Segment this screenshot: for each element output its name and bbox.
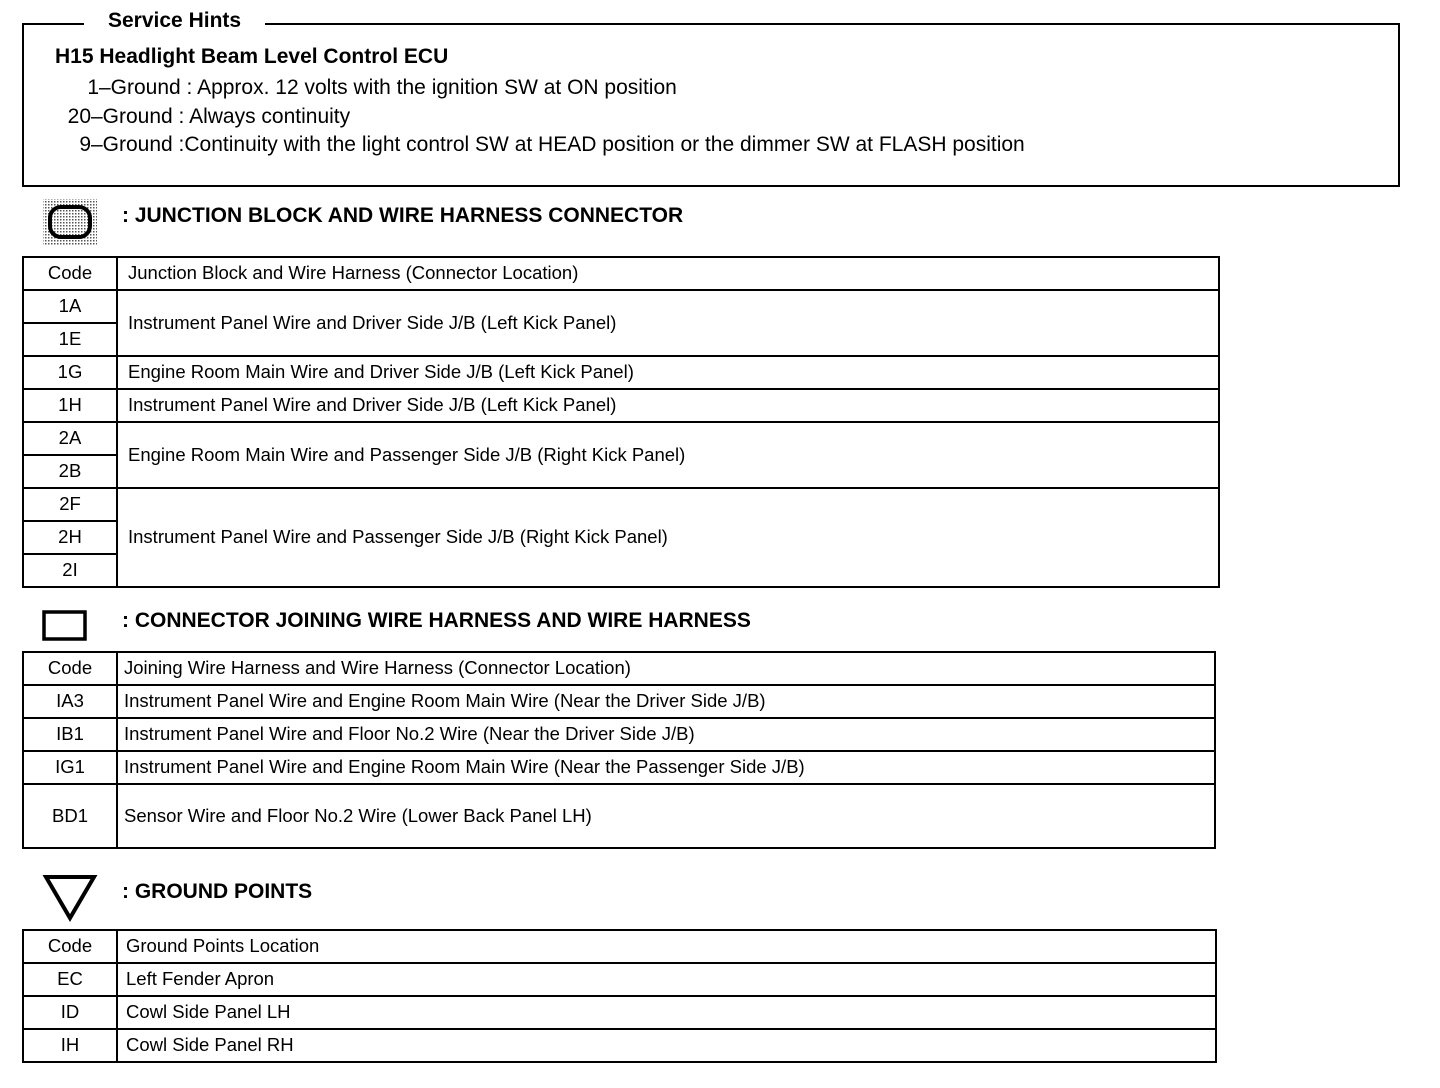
code-cell: 2H <box>23 521 117 554</box>
code-cell: BD1 <box>23 784 117 848</box>
ground-heading: : GROUND POINTS <box>122 880 313 903</box>
code-cell: IG1 <box>23 751 117 784</box>
code-cell: 1H <box>23 389 117 422</box>
hint-pin: 20 <box>67 105 91 128</box>
hint-line <box>55 131 1025 159</box>
header-desc: Ground Points Location <box>117 930 1216 963</box>
desc-cell: Instrument Panel Wire and Floor No.2 Wire (Near the Driver Side J/B) <box>117 718 1215 751</box>
table-header-row <box>23 652 1215 685</box>
junction-block-icon <box>42 198 98 246</box>
desc-cell: Instrument Panel Wire and Driver Side J/B (Left Kick Panel) <box>117 290 1219 356</box>
table-row <box>23 1029 1216 1062</box>
table-row <box>23 963 1216 996</box>
ground-triangle-icon <box>42 873 98 923</box>
code-cell: 2F <box>23 488 117 521</box>
table-row <box>23 718 1215 751</box>
joining-table <box>22 651 1216 849</box>
table-row <box>23 488 1219 521</box>
desc-cell: Left Fender Apron <box>117 963 1216 996</box>
junction-table <box>22 256 1220 588</box>
header-desc: Junction Block and Wire Harness (Connector Location) <box>117 257 1219 290</box>
service-hints-title: Service Hints <box>84 7 265 35</box>
header-desc: Joining Wire Harness and Wire Harness (Connector Location) <box>117 652 1215 685</box>
table-header-row <box>23 930 1216 963</box>
code-cell: 2B <box>23 455 117 488</box>
code-cell: EC <box>23 963 117 996</box>
table-row <box>23 290 1219 323</box>
desc-cell: Engine Room Main Wire and Passenger Side J/B (Right Kick Panel) <box>117 422 1219 488</box>
hint-text: –Ground :Continuity with the light control SW at HEAD position or the dimmer SW at FLASH position <box>91 133 1025 156</box>
table-header-row <box>23 257 1219 290</box>
desc-cell: Engine Room Main Wire and Driver Side J/B (Left Kick Panel) <box>117 356 1219 389</box>
desc-cell: Instrument Panel Wire and Engine Room Main Wire (Near the Passenger Side J/B) <box>117 751 1215 784</box>
desc-cell: Instrument Panel Wire and Driver Side J/B (Left Kick Panel) <box>117 389 1219 422</box>
code-cell: IA3 <box>23 685 117 718</box>
desc-cell: Instrument Panel Wire and Engine Room Main Wire (Near the Driver Side J/B) <box>117 685 1215 718</box>
code-cell: 1E <box>23 323 117 356</box>
joining-heading: : CONNECTOR JOINING WIRE HARNESS AND WIRE HARNESS <box>122 609 751 632</box>
hint-text: –Ground : Approx. 12 volts with the ignition SW at ON position <box>99 76 677 99</box>
table-row <box>23 784 1215 848</box>
hint-text: –Ground : Always continuity <box>91 105 351 128</box>
desc-cell: Cowl Side Panel LH <box>117 996 1216 1029</box>
ground-table <box>22 929 1217 1063</box>
hint-line <box>55 74 677 102</box>
header-code: Code <box>23 930 117 963</box>
code-cell: ID <box>23 996 117 1029</box>
code-cell: 1A <box>23 290 117 323</box>
header-code: Code <box>23 257 117 290</box>
table-row <box>23 422 1219 455</box>
table-row <box>23 389 1219 422</box>
header-code: Code <box>23 652 117 685</box>
table-row <box>23 996 1216 1029</box>
desc-cell: Cowl Side Panel RH <box>117 1029 1216 1062</box>
hint-line <box>55 103 350 131</box>
code-cell: 2I <box>23 554 117 587</box>
code-cell: IH <box>23 1029 117 1062</box>
code-cell: 1G <box>23 356 117 389</box>
hint-pin: 1 <box>87 76 99 99</box>
code-cell: 2A <box>23 422 117 455</box>
code-cell: IB1 <box>23 718 117 751</box>
table-row <box>23 685 1215 718</box>
table-row <box>23 751 1215 784</box>
junction-heading: : JUNCTION BLOCK AND WIRE HARNESS CONNECTOR <box>122 204 684 227</box>
hint-pin: 9 <box>79 133 91 156</box>
ecu-title: H15 Headlight Beam Level Control ECU <box>55 45 449 68</box>
desc-cell: Sensor Wire and Floor No.2 Wire (Lower Back Panel LH) <box>117 784 1215 848</box>
connector-box-icon <box>42 610 88 642</box>
table-row <box>23 356 1219 389</box>
desc-cell: Instrument Panel Wire and Passenger Side J/B (Right Kick Panel) <box>117 488 1219 587</box>
